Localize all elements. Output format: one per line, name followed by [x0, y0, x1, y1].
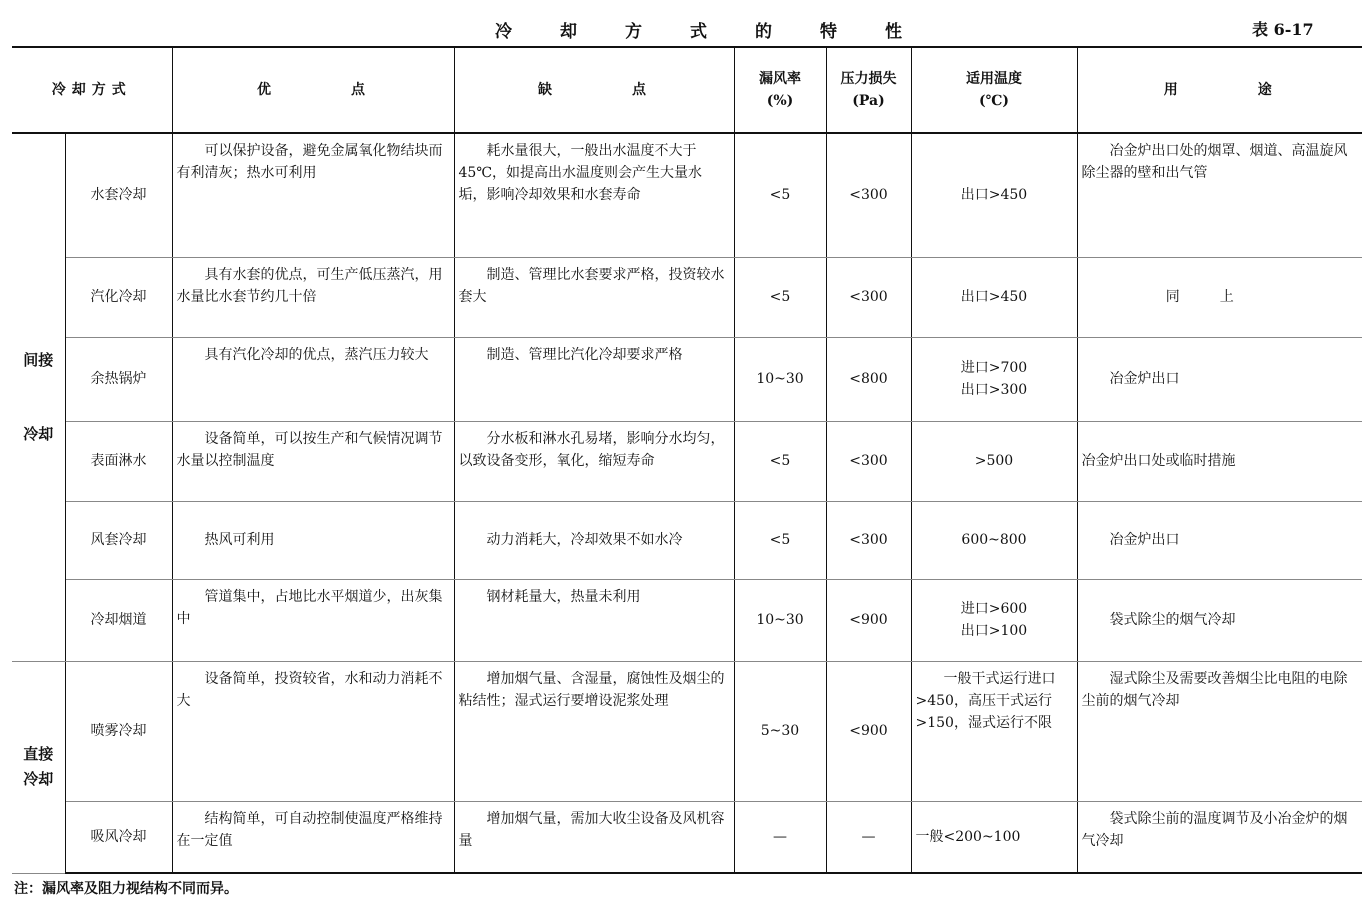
row-usage: 袋式除尘的烟气冷却 — [1077, 579, 1362, 661]
row-disadvantages: 制造、管理比水套要求严格，投资较水套大 — [454, 257, 734, 337]
row-usage: 冶金炉出口处或临时措施 — [1077, 421, 1362, 501]
row-leak-rate: 10~30 — [734, 337, 826, 421]
row-pressure-loss: — — [826, 801, 911, 873]
row-pressure-loss: <300 — [826, 421, 911, 501]
row-temperature: 一般干式运行进口>450，高压干式运行>150，湿式运行不限 — [911, 661, 1077, 801]
row-method: 冷却烟道 — [65, 579, 172, 661]
table-row — [12, 579, 1362, 661]
row-usage: 冶金炉出口 — [1077, 501, 1362, 579]
header-method: 冷却方式 — [12, 47, 172, 133]
table-number: 表 6-17 — [1252, 20, 1314, 39]
row-method: 余热锅炉 — [65, 337, 172, 421]
table-title: 冷却方式的特性 — [495, 22, 950, 42]
row-advantages: 具有水套的优点，可生产低压蒸汽，用水量比水套节约几十倍 — [172, 257, 454, 337]
table-row — [12, 337, 1362, 421]
row-method: 风套冷却 — [65, 501, 172, 579]
header-advantages: 优点 — [172, 47, 454, 133]
header-temp-unit: (℃) — [978, 93, 1010, 109]
row-method: 汽化冷却 — [65, 257, 172, 337]
row-disadvantages: 增加烟气量、含湿量，腐蚀性及烟尘的粘结性；湿式运行要增设泥浆处理 — [454, 661, 734, 801]
header-row — [12, 47, 1362, 133]
row-advantages: 热风可利用 — [172, 501, 454, 579]
row-advantages: 设备简单，投资较省，水和动力消耗不大 — [172, 661, 454, 801]
cooling-methods-table — [12, 46, 1362, 874]
header-pressure-unit: (Pa) — [852, 93, 885, 109]
row-leak-rate: <5 — [734, 501, 826, 579]
header-temp-label: 适用温度 — [966, 71, 1022, 87]
row-pressure-loss: <900 — [826, 579, 911, 661]
row-disadvantages: 钢材耗量大，热量未利用 — [454, 579, 734, 661]
row-disadvantages: 动力消耗大，冷却效果不如水冷 — [454, 501, 734, 579]
row-usage: 同上 — [1077, 257, 1362, 337]
row-temperature — [911, 337, 1077, 421]
table-row — [12, 501, 1362, 579]
header-usage: 用途 — [1077, 47, 1362, 133]
row-usage: 湿式除尘及需要改善烟尘比电阻的电除尘前的烟气冷却 — [1077, 661, 1362, 801]
row-method: 表面淋水 — [65, 421, 172, 501]
header-leak-rate — [734, 47, 826, 133]
header-leak-rate-label: 漏风率 — [759, 71, 801, 87]
row-leak-rate: 5~30 — [734, 661, 826, 801]
header-pressure-label: 压力损失 — [840, 71, 897, 87]
row-leak-rate: <5 — [734, 257, 826, 337]
row-temperature: 一般<200~100 — [911, 801, 1077, 873]
table-row — [12, 661, 1362, 801]
row-advantages: 管道集中，占地比水平烟道少，出灰集中 — [172, 579, 454, 661]
row-pressure-loss: <900 — [826, 661, 911, 801]
row-temperature: >500 — [911, 421, 1077, 501]
header-leak-rate-unit: (%) — [766, 93, 794, 109]
row-temperature-outlet: 出口>100 — [960, 623, 1028, 639]
row-disadvantages: 分水板和淋水孔易堵，影响分水均匀，以致设备变形，氧化，缩短寿命 — [454, 421, 734, 501]
row-advantages: 可以保护设备，避免金属氧化物结块而有利清灰；热水可利用 — [172, 133, 454, 257]
row-temperature-inlet: 进口>600 — [960, 601, 1028, 617]
header-disadvantages: 缺点 — [454, 47, 734, 133]
row-leak-rate: <5 — [734, 421, 826, 501]
table-row — [12, 133, 1362, 257]
group-indirect-cooling: 间接冷却 — [12, 133, 65, 661]
row-temperature: 600~800 — [911, 501, 1077, 579]
row-method: 喷雾冷却 — [65, 661, 172, 801]
header-pressure-loss — [826, 47, 911, 133]
table-row — [12, 421, 1362, 501]
row-pressure-loss: <800 — [826, 337, 911, 421]
row-disadvantages: 制造、管理比汽化冷却要求严格 — [454, 337, 734, 421]
table-note: 注：漏风率及阻力视结构不同而异。 — [14, 881, 238, 897]
row-usage: 冶金炉出口处的烟罩、烟道、高温旋风除尘器的壁和出气管 — [1077, 133, 1362, 257]
row-advantages: 设备简单，可以按生产和气候情况调节水量以控制温度 — [172, 421, 454, 501]
row-temperature-inlet: 进口>700 — [960, 360, 1028, 376]
row-advantages: 结构简单，可自动控制使温度严格维持在一定值 — [172, 801, 454, 873]
row-usage: 冶金炉出口 — [1077, 337, 1362, 421]
row-usage: 袋式除尘前的温度调节及小冶金炉的烟气冷却 — [1077, 801, 1362, 873]
row-pressure-loss: <300 — [826, 501, 911, 579]
row-method: 吸风冷却 — [65, 801, 172, 873]
row-pressure-loss: <300 — [826, 133, 911, 257]
row-leak-rate: <5 — [734, 133, 826, 257]
row-disadvantages: 增加烟气量，需加大收尘设备及风机容量 — [454, 801, 734, 873]
row-temperature: 出口>450 — [911, 133, 1077, 257]
row-temperature — [911, 579, 1077, 661]
table-row — [12, 801, 1362, 873]
row-temperature-outlet: 出口>300 — [960, 382, 1028, 398]
row-advantages: 具有汽化冷却的优点，蒸汽压力较大 — [172, 337, 454, 421]
row-leak-rate: — — [734, 801, 826, 873]
row-disadvantages: 耗水量很大，一般出水温度不大于45℃，如提高出水温度则会产生大量水垢，影响冷却效果和水套寿命 — [454, 133, 734, 257]
table-row — [12, 257, 1362, 337]
row-temperature: 出口>450 — [911, 257, 1077, 337]
group-direct-cooling: 直接冷却 — [12, 661, 65, 873]
row-pressure-loss: <300 — [826, 257, 911, 337]
header-temperature — [911, 47, 1077, 133]
row-method: 水套冷却 — [65, 133, 172, 257]
row-leak-rate: 10~30 — [734, 579, 826, 661]
